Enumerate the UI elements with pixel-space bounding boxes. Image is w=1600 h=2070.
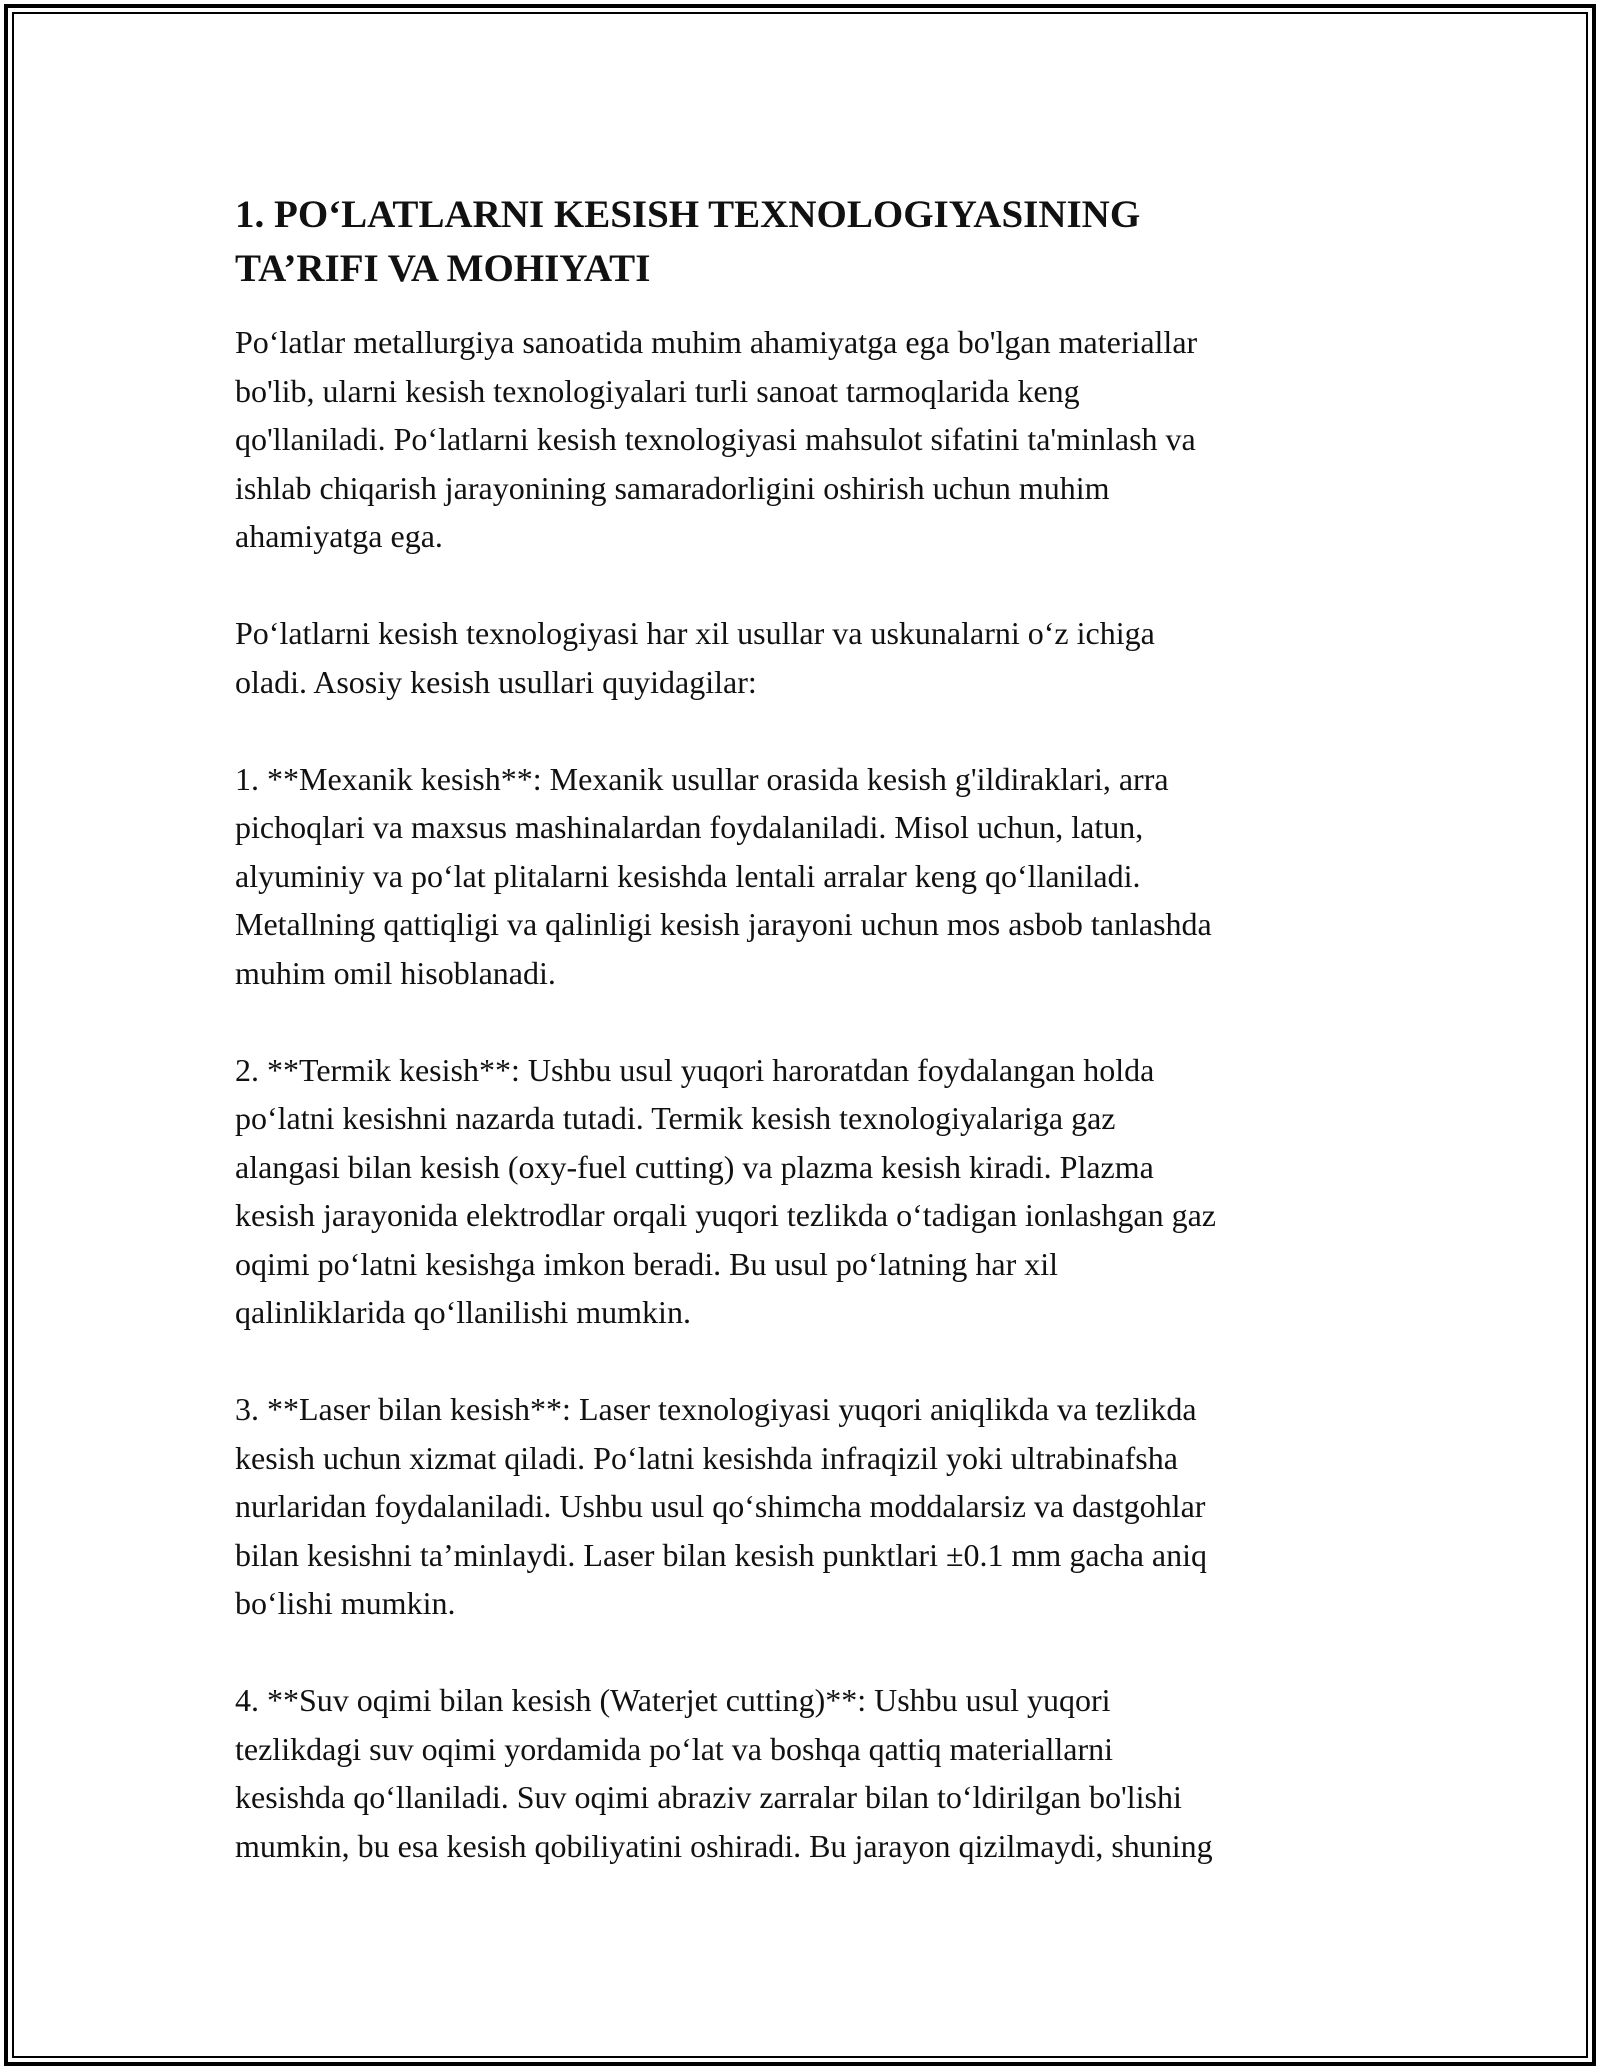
paragraph-line: muhim omil hisoblanadi. (235, 954, 556, 991)
paragraph-line: mumkin, bu esa kesish qobiliyatini oshiradi. Bu jarayon qizilmaydi, shuning (235, 1827, 1213, 1864)
paragraph-waterjet-cutting (235, 1676, 1375, 1870)
paragraph-line: kesishda qo‘llaniladi. Suv oqimi abraziv zarralar bilan to‘ldirilgan bo'lishi (235, 1779, 1182, 1815)
paragraph-line: tezlikdagi suv oqimi yordamida po‘lat va boshqa qattiq materiallarni (235, 1730, 1113, 1767)
paragraph-line: 4. **Suv oqimi bilan kesish (Waterjet cutting)**: Ushbu usul yuqori (235, 1682, 1111, 1718)
paragraph-line: 3. **Laser bilan kesish**: Laser texnologiyasi yuqori aniqlikda va tezlikda (235, 1391, 1197, 1427)
paragraph-methods-intro (235, 609, 1375, 706)
paragraph-line: bilan kesishni ta’minlaydi. Laser bilan kesish punktlari ±0.1 mm gacha aniq (235, 1536, 1208, 1573)
paragraph-mechanical-cutting (235, 755, 1375, 998)
heading-line: TA’RIFI VA MOHIYATI (235, 247, 651, 290)
paragraph-line: pichoqlari va maxsus mashinalardan foydalaniladi. Misol uchun, latun, (235, 809, 1144, 845)
paragraph-line: alangasi bilan kesish (oxy-fuel cutting) va plazma kesish kiradi. Plazma (235, 1148, 1154, 1185)
paragraph-line: po‘latni kesishni nazarda tutadi. Termik kesish texnologiyalariga gaz (235, 1100, 1116, 1136)
paragraph-line: qo'llaniladi. Po‘latlarni kesish texnologiyasi mahsulot sifatini ta'minlash va (235, 421, 1196, 457)
paragraph-line: qalinliklarida qo‘llanilishi mumkin. (235, 1294, 691, 1330)
paragraph-thermal-cutting (235, 1046, 1375, 1337)
paragraph-line: 1. **Mexanik kesish**: Mexanik usullar orasida kesish g'ildiraklari, arra (235, 760, 1169, 797)
paragraph-laser-cutting (235, 1385, 1375, 1628)
paragraph-line: bo'lib, ularni kesish texnologiyalari turli sanoat tarmoqlarida keng (235, 372, 1080, 409)
heading-line: 1. PO‘LATLARNI KESISH TEXNOLOGIYASINING (235, 193, 1141, 236)
paragraph-line: Po‘latlar metallurgiya sanoatida muhim ahamiyatga ega bo'lgan materiallar (235, 324, 1198, 360)
paragraph-line: Metallning qattiqligi va qalinligi kesish jarayoni uchun mos asbob tanlashda (235, 906, 1212, 942)
document-body (235, 188, 1375, 1870)
paragraph-line: ishlab chiqarish jarayonining samaradorligini oshirish uchun muhim (235, 469, 1110, 506)
paragraph-line: oqimi po‘latni kesishga imkon beradi. Bu usul po‘latning har xil (235, 1245, 1058, 1282)
paragraph-intro (235, 318, 1375, 561)
paragraph-line: kesish uchun xizmat qiladi. Po‘latni kesishda infraqizil yoki ultrabinafsha (235, 1439, 1178, 1476)
paragraph-line: nurlaridan foydalaniladi. Ushbu usul qo‘shimcha moddalarsiz va dastgohlar (235, 1488, 1206, 1524)
paragraph-line: kesish jarayonida elektrodlar orqali yuqori tezlikda o‘tadigan ionlashgan gaz (235, 1197, 1216, 1233)
paragraph-line: 2. **Termik kesish**: Ushbu usul yuqori haroratdan foydalangan holda (235, 1051, 1155, 1088)
paragraph-line: Po‘latlarni kesish texnologiyasi har xil usullar va uskunalarni o‘z ichiga (235, 615, 1155, 651)
paragraph-line: alyuminiy va po‘lat plitalarni kesishda lentali arralar keng qo‘llaniladi. (235, 857, 1141, 894)
paragraph-line: bo‘lishi mumkin. (235, 1585, 456, 1621)
paragraph-line: ahamiyatga ega. (235, 518, 443, 554)
section-heading (235, 188, 1375, 296)
paragraph-line: oladi. Asosiy kesish usullari quyidagilar: (235, 663, 757, 700)
